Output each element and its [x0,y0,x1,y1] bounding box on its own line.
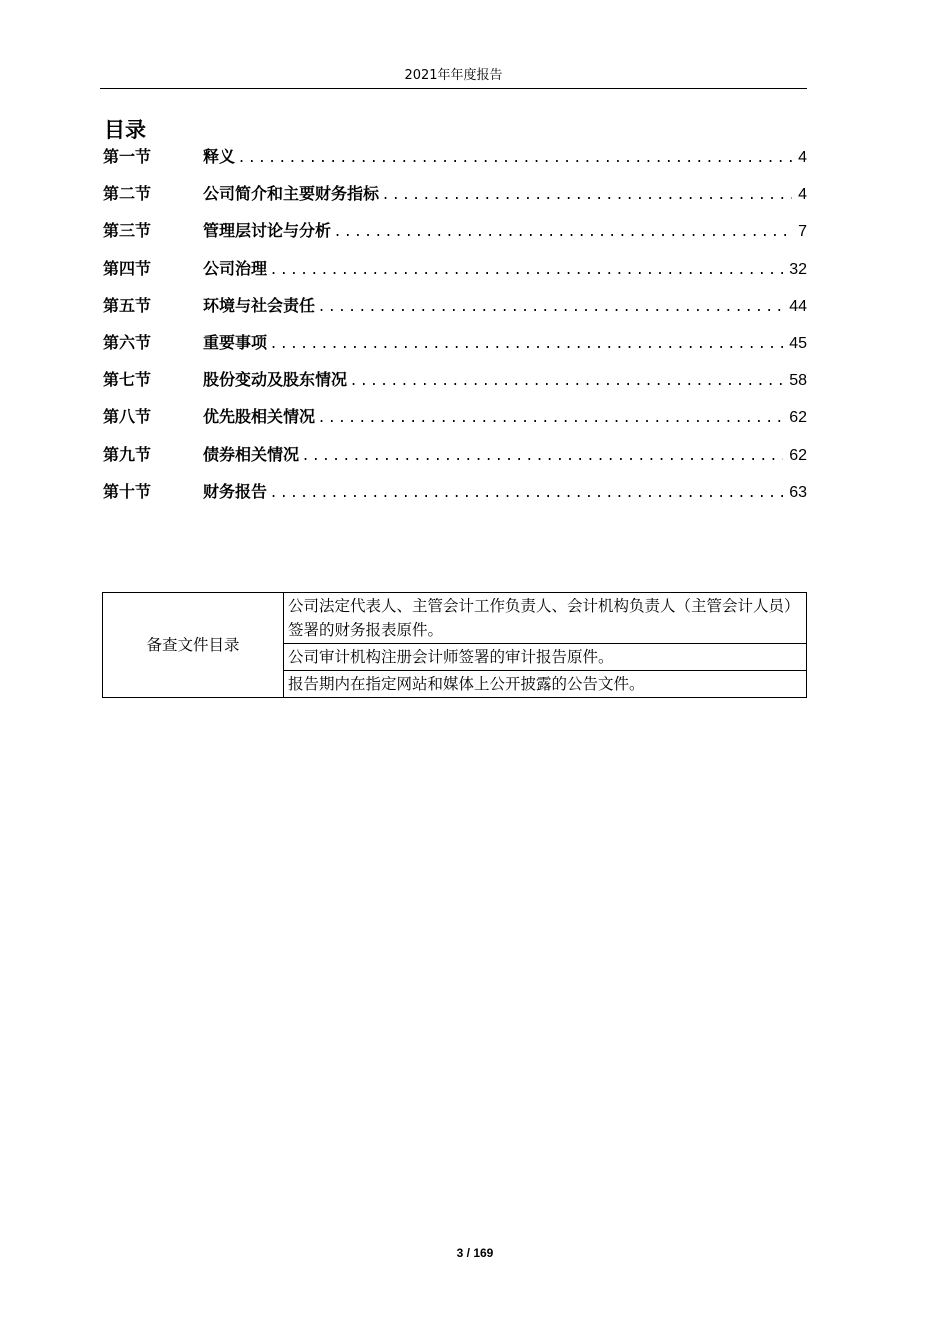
toc-section: 第七节 [103,370,152,390]
toc-name: 债券相关情况 [203,444,300,464]
toc-page: 4 [798,186,807,204]
toc-item-3[interactable] [103,216,807,253]
toc-section: 第十节 [103,481,152,501]
toc-leader [239,142,792,172]
toc-name: 环境与社会责任 [203,295,316,315]
toc-page: 7 [798,223,807,241]
toc-section: 第八节 [103,407,152,427]
toc-item-4[interactable] [103,254,807,291]
toc-name: 财务报告 [203,481,268,501]
toc-leader [303,440,783,470]
toc-page: 32 [789,260,807,278]
toc-name: 公司治理 [203,258,268,278]
toc-page: 63 [789,483,807,501]
toc-name: 公司简介和主要财务指标 [203,184,380,204]
reference-item: 公司法定代表人、主管会计工作负责人、会计机构负责人（主管会计人员）签署的财务报表原件。 [284,593,807,644]
page-header [100,66,807,89]
toc-page: 45 [789,334,807,352]
toc-leader [335,216,792,246]
toc-item-9[interactable] [103,440,807,477]
reference-documents-table [102,592,807,698]
toc-item-7[interactable] [103,365,807,402]
toc-name: 释义 [203,147,236,166]
toc-leader [271,477,783,507]
table-row [103,593,807,644]
toc-page: 4 [798,149,807,166]
toc-title: 目录 [104,118,146,142]
toc-page: 44 [789,297,807,315]
toc-section: 第二节 [103,184,152,204]
toc-leader [351,365,783,395]
toc-leader [271,254,783,284]
toc-page: 58 [789,372,807,390]
toc-leader [383,179,792,209]
toc-item-8[interactable] [103,402,807,439]
toc-section: 第三节 [103,221,152,241]
toc-page: 62 [789,446,807,464]
toc-leader [319,291,783,321]
toc-section: 第五节 [103,295,152,315]
toc-name: 优先股相关情况 [203,407,316,427]
toc-item-1[interactable] [103,142,807,179]
toc-section: 第四节 [103,258,152,278]
toc-section: 第九节 [103,444,152,464]
toc-leader [319,402,783,432]
toc-item-2[interactable] [103,179,807,216]
page-number: 3 / 169 [456,1246,494,1260]
toc-page: 62 [789,409,807,427]
toc-section: 第六节 [103,332,152,352]
toc-section: 第一节 [103,147,152,166]
toc-item-5[interactable] [103,291,807,328]
toc-leader [271,328,783,358]
reference-item: 公司审计机构注册会计师签署的审计报告原件。 [284,644,807,671]
toc-name: 重要事项 [203,332,268,352]
header-title: 2021年年度报告 [404,68,503,83]
toc-name: 股份变动及股东情况 [203,370,348,390]
toc-name: 管理层讨论与分析 [203,221,332,241]
reference-item: 报告期内在指定网站和媒体上公开披露的公告文件。 [284,671,807,698]
table-of-contents [103,142,807,514]
toc-item-6[interactable] [103,328,807,365]
toc-item-10[interactable] [103,477,807,514]
reference-label: 备查文件目录 [103,593,284,698]
